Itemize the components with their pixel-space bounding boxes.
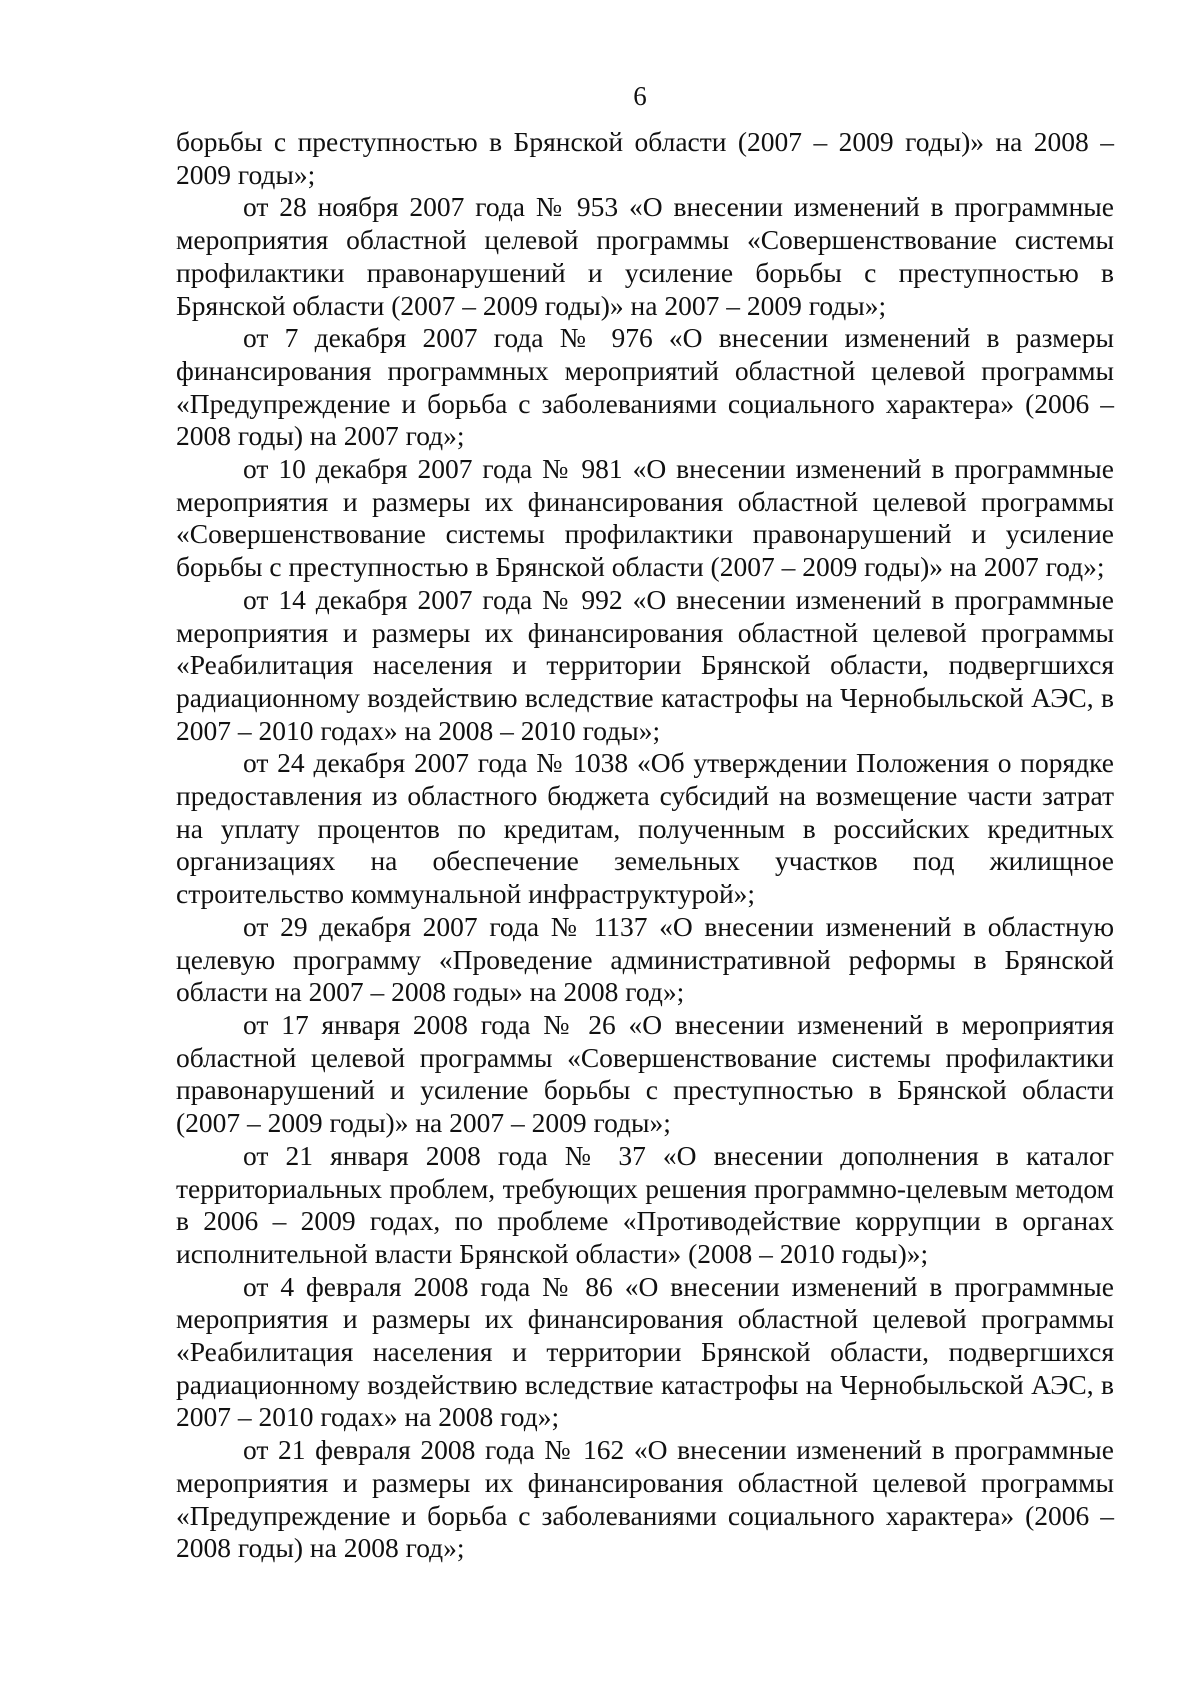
page-number: 6 <box>633 81 647 111</box>
paragraph-resolution-1137: от 29 декабря 2007 года № 1137 «О внесении изменений в областную целевую программу «Проведение административной реформы в Брянской области на 2007 – 2008 годы» на 2008 год»; <box>176 910 1114 1008</box>
paragraph-continuation: борьбы с преступностью в Брянской области (2007 – 2009 годы)» на 2008 – 2009 годы»; <box>176 126 1114 190</box>
paragraph-resolution-976: от 7 декабря 2007 года № 976 «О внесении изменений в размеры финансирования программных мероприятий областной целевой программы «Предупреждение и борьба с заболеваниями социального характера» (2006 – 2008 годы) на 2007 год»; <box>176 322 1114 452</box>
paragraph-resolution-26: от 17 января 2008 года № 26 «О внесении изменений в мероприятия областной целевой программы «Совершенствование системы профилактики правонарушений и усиление борьбы с преступностью в Брянской области (2007 – 2009 годы)» на 2007 – 2009 годы»; <box>176 1008 1114 1139</box>
paragraph-resolution-953: от 28 ноября 2007 года № 953 «О внесении изменений в программные мероприятия областной целевой программы «Совершенствование системы профилактики правонарушений и усиление борьбы с преступностью в Брянской области (2007 – 2009 годы)» на 2007 – 2009 годы»; <box>176 191 1114 321</box>
paragraph-resolution-37: от 21 января 2008 года № 37 «О внесении дополнения в каталог территориальных проблем, требующих решения программно-целевым методом в 2006 – 2009 годах, по проблеме «Противодействие коррупции в органах исполнительной власти Брянской области» (2008 – 2010 годы)»; <box>176 1139 1114 1269</box>
paragraph-resolution-1038: от 24 декабря 2007 года № 1038 «Об утверждении Положения о порядке предоставления из областного бюджета субсидий на возмещение части затрат на уплату процентов по кредитам, полученным в российских кредитных организациях на обеспечение земельных участков под жилищное строительство коммунальной инфраструктурой»; <box>176 747 1114 910</box>
document-body <box>176 126 1114 1565</box>
paragraph-resolution-992: от 14 декабря 2007 года № 992 «О внесении изменений в программные мероприятия и размеры их финансирования областной целевой программы «Реабилитация населения и территории Брянской области, подвергшихся радиационному воздействию вследствие катастрофы на Чернобыльской АЭС, в 2007 – 2010 годах» на 2008 – 2010 годы»; <box>176 583 1114 746</box>
paragraph-resolution-981: от 10 декабря 2007 года № 981 «О внесении изменений в программные мероприятия и размеры их финансирования областной целевой программы «Совершенствование системы профилактики правонарушений и усиление борьбы с преступностью в Брянской области (2007 – 2009 годы)» на 2007 год»; <box>176 453 1114 583</box>
paragraph-resolution-86: от 4 февраля 2008 года № 86 «О внесении изменений в программные мероприятия и размеры их финансирования областной целевой программы «Реабилитация населения и территории Брянской области, подвергшихся радиационному воздействию вследствие катастрофы на Чернобыльской АЭС, в 2007 – 2010 годах» на 2008 год»; <box>176 1270 1114 1433</box>
paragraph-resolution-162: от 21 февраля 2008 года № 162 «О внесении изменений в программные мероприятия и размеры их финансирования областной целевой программы «Предупреждение и борьба с заболеваниями социального характера» (2006 – 2008 годы) на 2008 год»; <box>176 1434 1114 1564</box>
